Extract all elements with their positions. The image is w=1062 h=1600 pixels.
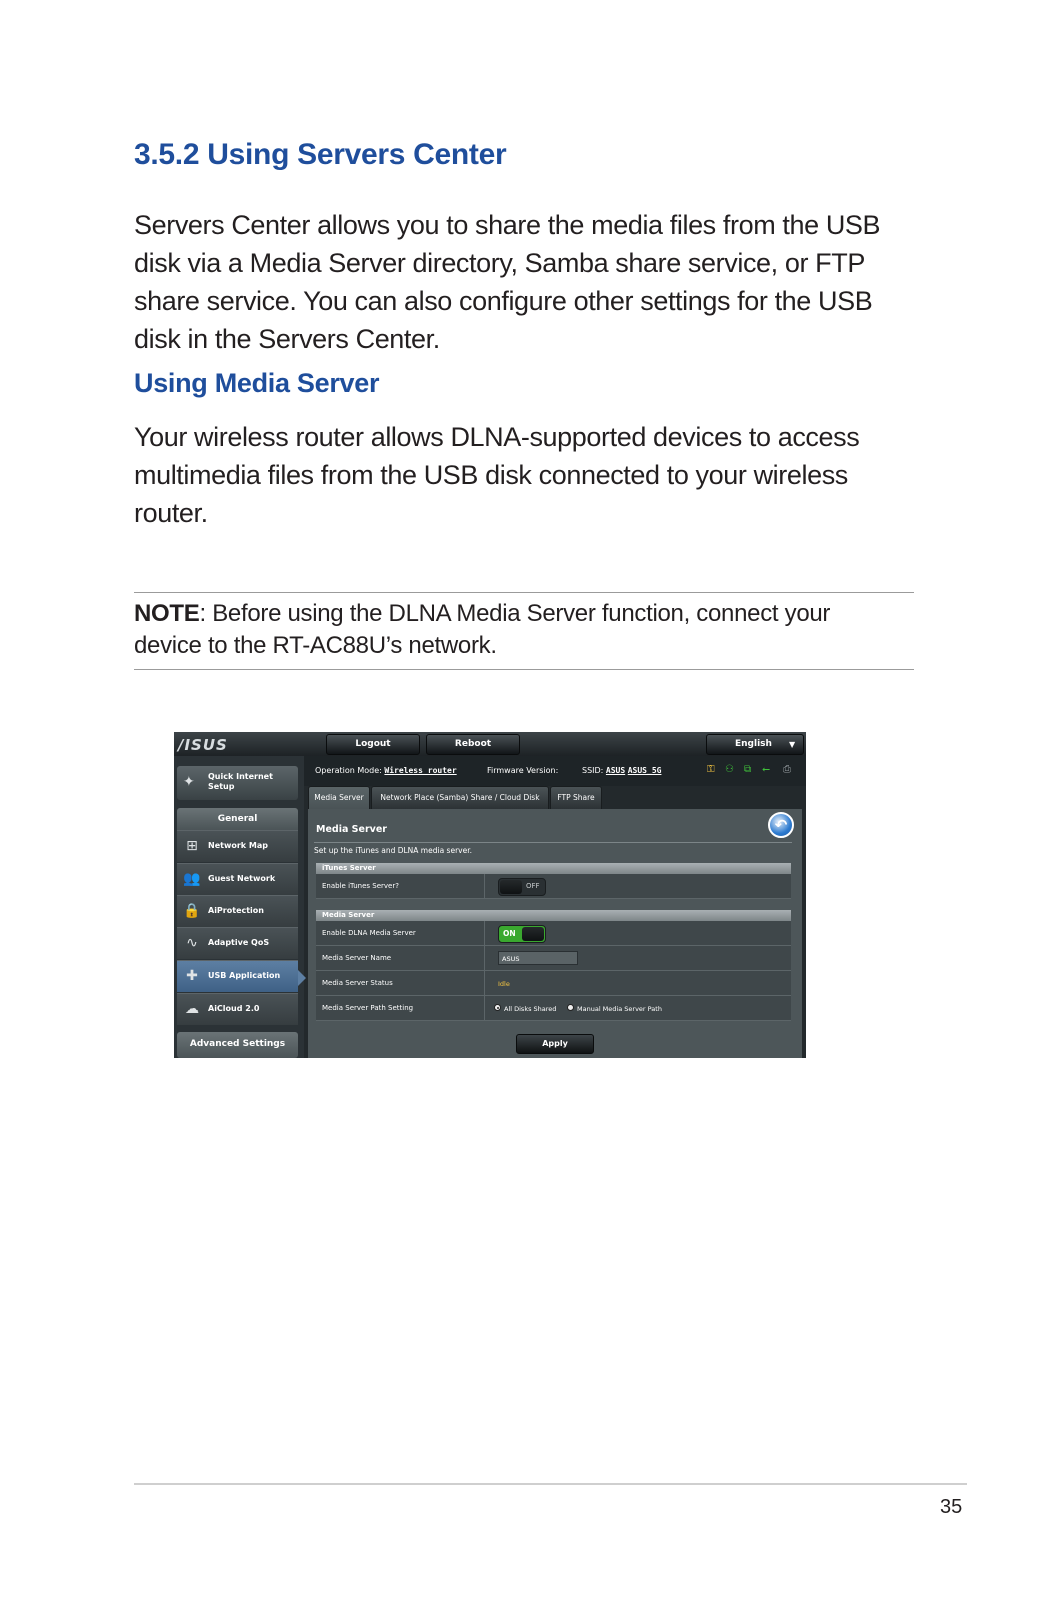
manual-path-radio[interactable] [567,1004,574,1011]
usb-icon[interactable]: ⭠ [762,764,770,775]
network-map-icon: ⊞ [186,838,198,854]
row-divider [484,921,485,945]
logout-button[interactable]: Logout [326,734,420,755]
language-select[interactable] [706,734,804,755]
toggle-text: ON [503,929,516,938]
tab-media-server[interactable]: Media Server [308,786,370,809]
server-status-row [316,971,791,996]
intro-line: share service. You can also configure other settings for the USB [134,286,873,316]
op-mode-label: Operation Mode: [315,766,382,775]
intro-line: disk in the Servers Center. [134,324,440,354]
back-icon[interactable]: ↶ [768,812,794,838]
sidebar-item-aicloud[interactable] [177,993,298,1025]
key-icon[interactable]: ⚿ [707,764,715,775]
qos-icon: ∿ [186,935,198,951]
note-top-rule [134,592,914,593]
ssid-info [582,766,661,775]
sidebar-item-label: AiProtection [208,906,264,915]
media-line: Your wireless router allows DLNA-supported devices to access [134,422,860,452]
quick-setup-label: Quick Internet Setup [208,772,273,791]
sidebar-item-usb-application[interactable] [177,960,298,992]
toggle-knob [522,927,544,941]
media-section-header: Media Server [316,910,791,921]
media-paragraph [134,418,924,532]
row-divider [484,996,485,1020]
op-mode-link[interactable]: Wireless router [384,766,457,775]
tab-samba-share[interactable]: Network Place (Samba) Share / Cloud Disk [371,786,549,809]
puzzle-icon: ✚ [186,968,198,984]
sidebar-item-label: USB Application [208,971,281,980]
sidebar-item-network-map[interactable] [177,830,298,862]
guest-network-icon: 👥 [183,871,201,887]
toggle-text: OFF [526,882,540,890]
itunes-section-header: iTunes Server [316,863,791,874]
all-disks-radio[interactable] [494,1004,501,1011]
tab-ftp-share[interactable]: FTP Share [550,786,602,809]
intro-paragraph [134,206,924,358]
intro-line: disk via a Media Server directory, Samba share service, or FTP [134,248,865,278]
divider [314,842,792,843]
dlna-toggle[interactable] [498,925,546,943]
row-divider [484,874,485,898]
panel-description: Set up the iTunes and DLNA media server. [314,846,472,855]
note-line-2: device to the RT-AC88U’s network. [134,632,497,659]
server-name-input[interactable]: ASUS [498,951,578,965]
sidebar-item-label: Adaptive QoS [208,938,270,947]
dlna-row [316,921,791,946]
toggle-knob [500,880,522,894]
general-header: General [177,808,298,830]
printer-icon[interactable]: ⎙ [783,764,791,775]
section-heading: 3.5.2 Using Servers Center [134,138,507,171]
sidebar-item-label: AiCloud 2.0 [208,1004,260,1013]
asus-logo: /ISUS [178,736,228,754]
path-setting-row [316,996,791,1021]
active-pointer [298,970,306,986]
copy-icon[interactable]: ⧉ [744,764,752,775]
ssid-link-1[interactable]: ASUS [605,766,626,775]
enable-itunes-label: Enable iTunes Server? [322,882,399,890]
sidebar-item-guest-network[interactable] [177,863,298,895]
footer-rule [134,1483,967,1485]
enable-dlna-label: Enable DLNA Media Server [322,929,416,937]
advanced-settings-header[interactable]: Advanced Settings [177,1032,298,1058]
users-icon[interactable]: ⚇ [725,764,734,775]
subheading: Using Media Server [134,368,380,398]
apply-button[interactable]: Apply [516,1034,594,1054]
server-name-row [316,946,791,971]
cloud-icon: ☁ [185,1001,199,1017]
row-divider [484,971,485,995]
sidebar-item-adaptive-qos[interactable] [177,927,298,959]
server-status-value: Idle [498,980,510,988]
media-server-panel [308,809,802,1058]
sidebar-item-label: Guest Network [208,874,276,883]
itunes-row [316,874,791,899]
reboot-button[interactable]: Reboot [426,734,520,755]
all-disks-label: All Disks Shared [504,1005,557,1013]
ssid-link-2[interactable]: ASUS_5G [627,766,662,775]
panel-title: Media Server [316,824,387,835]
media-line: multimedia files from the USB disk connected to your wireless [134,460,848,490]
router-screenshot [174,732,806,1058]
operation-mode [315,766,457,775]
sidebar-item-aiprotection[interactable] [177,895,298,927]
intro-line: Servers Center allows you to share the media files from the USB [134,210,881,240]
chevron-down-icon: ▼ [789,740,796,749]
language-value: English [735,739,772,749]
firmware-label: Firmware Version: [487,766,559,775]
media-line: router. [134,498,208,528]
note-box [134,598,914,662]
server-name-label: Media Server Name [322,954,392,962]
note-label: NOTE [134,600,200,627]
page-number: 35 [940,1496,963,1518]
note-bottom-rule [134,669,914,670]
wand-icon: ✦ [183,774,195,790]
itunes-toggle[interactable] [498,878,546,896]
server-status-label: Media Server Status [322,979,393,987]
path-setting-label: Media Server Path Setting [322,1004,414,1012]
note-line-1: : Before using the DLNA Media Server function, connect your [199,600,831,627]
lock-icon: 🔒 [183,903,201,919]
sidebar-item-label: Network Map [208,841,268,850]
quick-setup-button[interactable] [177,766,298,800]
manual-path-label: Manual Media Server Path [577,1005,662,1013]
row-divider [484,946,485,970]
ssid-label: SSID: [582,766,604,775]
